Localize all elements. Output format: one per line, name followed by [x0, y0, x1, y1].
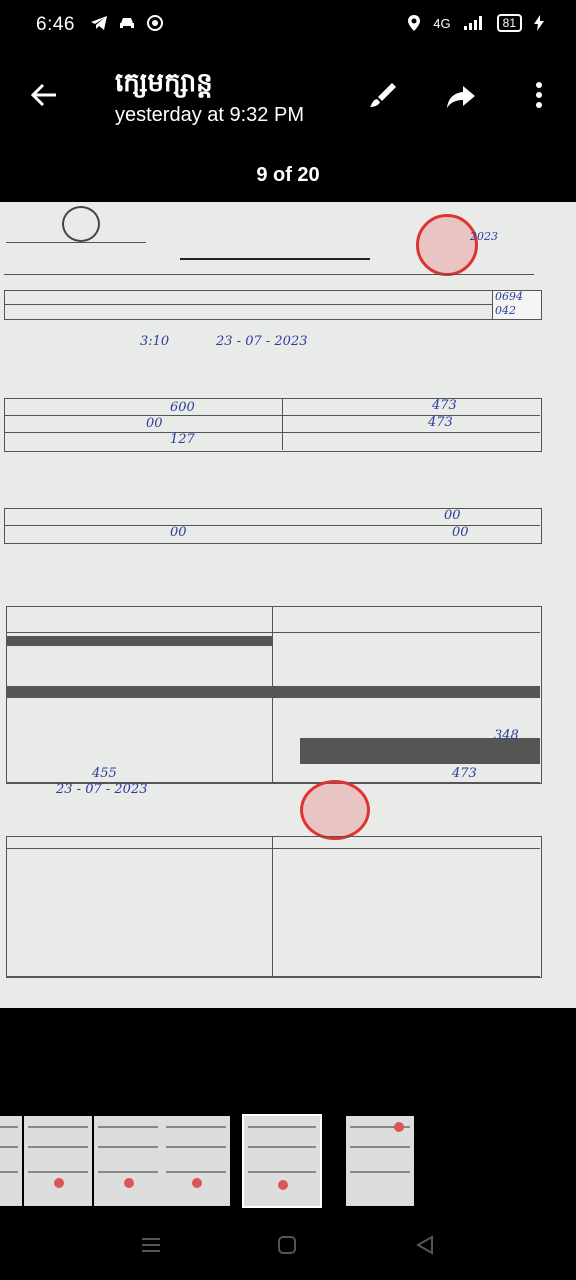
col-line	[272, 836, 273, 976]
row-line	[4, 304, 540, 305]
share-arrow-icon[interactable]	[444, 78, 478, 112]
row-line	[4, 432, 540, 433]
thumbnail[interactable]	[0, 1116, 22, 1206]
ministry-seal-logo	[62, 206, 100, 242]
row-line	[4, 415, 540, 416]
more-vert-icon[interactable]	[522, 78, 556, 112]
count-voters: 473	[432, 398, 457, 413]
row-line	[6, 848, 540, 849]
back-triangle-icon[interactable]	[414, 1234, 436, 1256]
section-line	[4, 274, 534, 275]
chat-title: ក្សេមក្សាន្ត	[115, 67, 213, 97]
handwritten-date: 23 - 07 - 2023	[216, 334, 308, 349]
telegram-icon	[90, 15, 108, 31]
handwritten-time: 3:10	[140, 334, 170, 349]
header-row-line	[6, 632, 540, 633]
image-counter: 9 of 20	[256, 164, 320, 186]
complaint-count-1: 00	[444, 508, 461, 523]
party-total: 348	[494, 728, 519, 743]
stamp-date-ink: 2023	[470, 230, 498, 243]
charging-icon	[534, 15, 544, 31]
thumbnail[interactable]	[346, 1116, 414, 1206]
system-icons	[407, 14, 544, 32]
brush-icon[interactable]	[366, 78, 400, 112]
thumbnail-strip	[0, 1116, 576, 1208]
thumbnail[interactable]	[94, 1116, 162, 1206]
signal-icon	[463, 15, 485, 31]
timestamp: yesterday at 9:32 PM	[115, 104, 304, 126]
status-time: 6:46	[36, 14, 75, 35]
code-cell-1: 0694	[495, 290, 523, 303]
code-cells	[492, 290, 542, 320]
form-title-line	[180, 258, 370, 260]
ballot-count-table	[4, 398, 542, 452]
count-used: 473	[428, 415, 453, 430]
shaded-row	[6, 636, 272, 646]
polling-station-box	[4, 290, 542, 320]
document-photo[interactable]	[0, 202, 576, 1008]
system-nav-bar	[0, 1222, 576, 1270]
official-red-stamp-2	[300, 780, 370, 840]
thumbnail-selected[interactable]	[244, 1116, 320, 1206]
complaint-count-3: 00	[452, 525, 469, 540]
code-cell-2: 042	[495, 304, 516, 317]
total-ballots: 473	[452, 766, 477, 781]
recents-menu-icon[interactable]	[140, 1234, 162, 1256]
shaded-row	[6, 686, 540, 698]
complaint-count-2: 00	[170, 525, 187, 540]
thumbnail[interactable]	[24, 1116, 92, 1206]
witness-table	[6, 836, 542, 978]
footer-line	[6, 976, 540, 977]
status-bar	[0, 0, 576, 52]
signing-date: 23 - 07 - 2023	[56, 782, 148, 797]
car-icon	[118, 15, 136, 31]
col-line	[282, 398, 283, 450]
count-spoiled: 00	[146, 416, 163, 431]
back-arrow-icon[interactable]	[28, 78, 62, 112]
valid-ballots: 455	[92, 766, 117, 781]
battery-level: 81	[497, 14, 522, 32]
official-red-stamp	[416, 214, 478, 276]
network-type-label: 4G	[433, 15, 451, 31]
thumbnail[interactable]	[162, 1116, 230, 1206]
count-received: 600	[170, 400, 195, 415]
data-saver-icon	[146, 14, 164, 32]
media-viewer-header	[0, 60, 576, 132]
count-unused: 127	[170, 432, 195, 447]
home-icon[interactable]	[276, 1234, 298, 1256]
location-icon	[407, 14, 421, 32]
header-rule	[6, 242, 146, 243]
notification-icons	[90, 14, 164, 32]
